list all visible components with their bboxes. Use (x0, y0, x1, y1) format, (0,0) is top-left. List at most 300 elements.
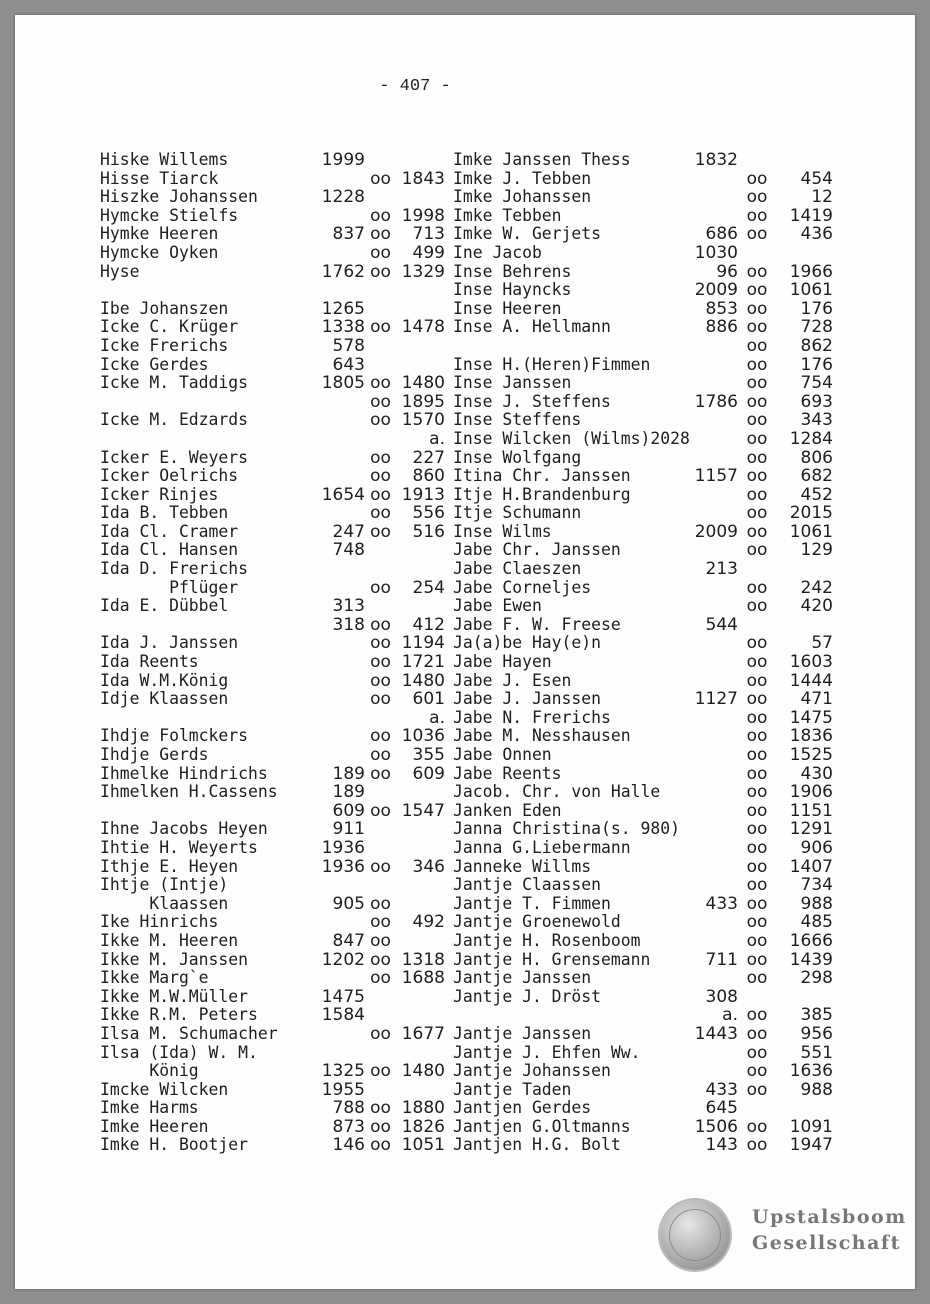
entry-name: Imke Harms (100, 1098, 199, 1118)
register-entry (100, 672, 470, 691)
logo-line-2: Gesellschaft (752, 1232, 901, 1254)
register-entry (100, 188, 470, 207)
entry-number: 318 (332, 614, 365, 635)
entry-name: Imke Heeren (100, 1116, 209, 1136)
entry-name: Ihne Jacobs Heyen (100, 819, 268, 839)
entry-name: Icker Oelrichs (100, 466, 239, 486)
entry-reference: 1636 (789, 1061, 833, 1082)
register-entry (100, 207, 470, 226)
marriage-symbol: oo (746, 800, 768, 821)
entry-reference: 754 (800, 373, 833, 394)
entry-number: 2009 (694, 521, 738, 542)
register-entry (100, 820, 470, 839)
entry-name: Ida Cl. Hansen (100, 540, 239, 560)
register-entry (100, 765, 470, 784)
register-entry (100, 467, 470, 486)
register-entry (453, 317, 833, 338)
register-entry (100, 1099, 470, 1118)
entry-name: Inse H.(Heren)Fimmen (453, 354, 651, 374)
register-entry (453, 670, 833, 691)
entry-reference: 1194 (401, 633, 445, 654)
right-column (453, 150, 833, 1156)
marriage-symbol: oo (370, 205, 391, 226)
entry-reference: 227 (412, 447, 445, 468)
entry-name: Pflüger (100, 577, 239, 597)
entry-reference: 1570 (401, 410, 445, 431)
marriage-symbol: oo (746, 261, 768, 282)
entry-name: Ikke M.W.Müller (100, 986, 249, 1006)
entry-name: Ilsa M. Schumacher (100, 1023, 278, 1043)
entry-name: Imke J. Tebben (453, 168, 592, 188)
entry-reference: 1966 (789, 261, 833, 282)
entry-number: 905 (332, 893, 365, 914)
entry-reference: 57 (811, 633, 833, 654)
entry-name: Ike Hinrichs (100, 912, 219, 932)
entry-name: Imcke Wilcken (100, 1079, 229, 1099)
register-entry (453, 652, 833, 673)
entry-number: 146 (332, 1135, 365, 1156)
entry-number: 1936 (321, 837, 365, 858)
marriage-symbol: oo (746, 893, 768, 914)
entry-name: Jantje Taden (453, 1079, 572, 1099)
entry-reference: 176 (800, 298, 833, 319)
marriage-symbol: oo (746, 856, 768, 877)
register-entry (100, 690, 470, 709)
marriage-symbol: oo (746, 1042, 768, 1063)
marriage-symbol: oo (370, 800, 391, 821)
entry-number: 1999 (321, 150, 365, 170)
entry-reference: 1051 (401, 1135, 445, 1156)
entry-number: 433 (705, 893, 738, 914)
entry-number: 1955 (321, 1079, 365, 1100)
entry-reference: 1547 (401, 800, 445, 821)
register-entry (453, 837, 833, 858)
register-entry (100, 802, 470, 821)
entry-reference: a. (429, 707, 445, 728)
entry-reference: 2015 (789, 503, 833, 524)
entry-name: Jantje Janssen (453, 968, 592, 988)
entry-reference: 343 (800, 410, 833, 431)
entry-number: 143 (705, 1135, 738, 1156)
entry-number: 837 (332, 224, 365, 245)
entry-number: 1584 (321, 1005, 365, 1026)
marriage-symbol: oo (746, 1005, 768, 1026)
entry-number: 1127 (694, 689, 738, 710)
entry-name: Inse Janssen (453, 373, 572, 393)
register-entry (100, 839, 470, 858)
entry-name: Inse Wolfgang (453, 447, 582, 467)
entry-reference: 988 (800, 893, 833, 914)
entry-number: 847 (332, 930, 365, 951)
marriage-symbol: oo (370, 168, 391, 189)
register-entry (100, 858, 470, 877)
register-entry (453, 988, 823, 1007)
register-entry (100, 709, 470, 728)
marriage-symbol: oo (370, 633, 391, 654)
entry-name: Jantje J. Dröst (453, 986, 602, 1006)
marriage-symbol: oo (370, 614, 391, 635)
entry-reference: 556 (412, 503, 445, 524)
entry-reference: 1480 (401, 373, 445, 394)
entry-reference: 385 (800, 1005, 833, 1026)
register-entry (100, 653, 470, 672)
marriage-symbol: oo (746, 224, 768, 245)
entry-reference: 1688 (401, 968, 445, 989)
entry-name: Jabe J. Janssen (453, 689, 602, 709)
entry-reference: 452 (800, 484, 833, 505)
entry-reference: 1721 (401, 652, 445, 673)
entry-reference: 609 (412, 763, 445, 784)
marriage-symbol: oo (370, 763, 391, 784)
entry-name: Inse Wilms (453, 521, 552, 541)
entry-reference: 420 (800, 596, 833, 617)
marriage-symbol: oo (370, 1061, 391, 1082)
register-entry (453, 466, 833, 487)
register-entry (453, 616, 823, 635)
marriage-symbol: oo (746, 1023, 768, 1044)
marriage-symbol: oo (370, 224, 391, 245)
marriage-symbol: oo (370, 317, 391, 338)
entry-reference: 1151 (789, 800, 833, 821)
entry-reference: 412 (412, 614, 445, 635)
register-entry (453, 428, 833, 449)
register-entry (453, 949, 833, 970)
register-entry (453, 151, 823, 170)
entry-number: 1338 (321, 317, 365, 338)
entry-name: Jantjen Gerdes (453, 1098, 592, 1118)
entry-reference: 430 (800, 763, 833, 784)
entry-number: 189 (332, 782, 365, 803)
entry-number: 1762 (321, 261, 365, 282)
entry-reference: 1895 (401, 391, 445, 412)
register-entry (100, 374, 470, 393)
marriage-symbol: oo (370, 503, 391, 524)
entry-reference: 499 (412, 242, 445, 263)
entry-name: Itina Chr. Janssen (453, 466, 631, 486)
entry-number: 1475 (321, 986, 365, 1007)
register-entry (453, 224, 833, 245)
entry-name: Jabe Ewen (453, 596, 542, 616)
entry-reference: 454 (800, 168, 833, 189)
register-entry (453, 244, 823, 263)
entry-reference: 906 (800, 837, 833, 858)
entry-name: Icke Frerichs (100, 335, 229, 355)
marriage-symbol: oo (746, 689, 768, 710)
register-entry (100, 1062, 470, 1081)
document-page (15, 15, 915, 1289)
register-entry (453, 875, 833, 896)
entry-name: Inse Steffens (453, 410, 582, 430)
entry-name: Imke Johanssen (453, 187, 592, 207)
entry-reference: 1826 (401, 1116, 445, 1137)
entry-reference: 1036 (401, 726, 445, 747)
register-entry (453, 707, 833, 728)
register-entry (453, 373, 833, 394)
register-entry (100, 244, 470, 263)
left-column (100, 151, 470, 1155)
register-entry (453, 1116, 833, 1137)
entry-reference: 346 (412, 856, 445, 877)
entry-reference: 1525 (789, 745, 833, 765)
register-entry (100, 486, 470, 505)
register-entry (100, 932, 470, 951)
register-entry (100, 951, 470, 970)
entry-name: Ida J. Janssen (100, 633, 239, 653)
marriage-symbol: oo (370, 1098, 391, 1119)
register-entry (100, 300, 470, 319)
entry-name: Ihdje Folmckers (100, 726, 249, 746)
marriage-symbol: oo (370, 466, 391, 487)
register-entry (100, 281, 470, 300)
marriage-symbol: oo (746, 521, 768, 542)
entry-name: Icke Gerdes (100, 354, 209, 374)
marriage-symbol: oo (370, 745, 391, 765)
entry-number: a. (722, 1005, 738, 1026)
register-entry (100, 523, 470, 542)
entry-number: 1157 (694, 466, 738, 487)
register-entry (453, 800, 833, 821)
marriage-symbol: oo (746, 280, 768, 301)
marriage-symbol: oo (746, 410, 768, 431)
entry-name: Jantjen G.Oltmanns (453, 1116, 631, 1136)
marriage-symbol: oo (370, 410, 391, 431)
entry-reference: 1061 (789, 280, 833, 301)
entry-number: 645 (705, 1098, 738, 1119)
marriage-symbol: oo (746, 726, 768, 747)
entry-number: 1936 (321, 856, 365, 877)
marriage-symbol: oo (746, 968, 768, 989)
marriage-symbol: oo (746, 205, 768, 226)
register-entry (453, 560, 823, 579)
marriage-symbol: oo (746, 484, 768, 505)
entry-name: Icker Rinjes (100, 484, 219, 504)
entry-number: 1202 (321, 949, 365, 970)
entry-name: Inse Wilcken (Wilms)2028 (453, 428, 690, 448)
entry-reference: 601 (412, 689, 445, 710)
marriage-symbol: oo (370, 1135, 391, 1156)
marriage-symbol: oo (746, 819, 768, 840)
entry-number: 873 (332, 1116, 365, 1137)
entry-name: Jantje H. Rosenboom (453, 930, 641, 950)
entry-name: Ida W.M.König (100, 670, 229, 690)
page-number: - 407 - (379, 77, 451, 96)
marriage-symbol: oo (370, 521, 391, 542)
register-entry (100, 727, 470, 746)
entry-name: Inse Behrens (453, 261, 572, 281)
entry-number: 1443 (694, 1023, 738, 1044)
register-entry (453, 503, 833, 524)
entry-reference: 1478 (401, 317, 445, 338)
register-entry (100, 337, 470, 356)
entry-name: Jantjen H.G. Bolt (453, 1135, 621, 1155)
entry-name: Janneke Willms (453, 856, 592, 876)
entry-reference: 1284 (789, 428, 833, 449)
entry-reference: 485 (800, 912, 833, 933)
register-entry (453, 205, 833, 226)
entry-name: Hymke Heeren (100, 224, 219, 244)
entry-number: 1228 (321, 187, 365, 208)
entry-reference: 254 (412, 577, 445, 598)
register-entry (100, 225, 470, 244)
entry-reference: 682 (800, 466, 833, 487)
entry-reference: 1906 (789, 782, 833, 803)
entry-name: Ihmelken H.Cassens (100, 782, 278, 802)
marriage-symbol: oo (370, 930, 391, 951)
entry-reference: 806 (800, 447, 833, 468)
register-entry (453, 726, 833, 747)
entry-reference: 1843 (401, 168, 445, 189)
register-entry (100, 1044, 470, 1063)
register-entry (453, 856, 833, 877)
marriage-symbol: oo (746, 707, 768, 728)
marriage-symbol: oo (370, 726, 391, 747)
marriage-symbol: oo (370, 968, 391, 989)
entry-reference: 242 (800, 577, 833, 598)
entry-reference: 1603 (789, 652, 833, 673)
entry-reference: 1666 (789, 930, 833, 951)
marriage-symbol: oo (746, 652, 768, 673)
entry-reference: 1880 (401, 1098, 445, 1119)
marriage-symbol: oo (370, 447, 391, 468)
entry-number: 643 (332, 354, 365, 375)
entry-number: 2009 (694, 280, 738, 301)
marriage-symbol: oo (746, 428, 768, 449)
entry-name: Ida D. Frerichs (100, 559, 249, 579)
marriage-symbol: oo (746, 633, 768, 654)
seal-icon (660, 1200, 730, 1270)
entry-reference: 956 (800, 1023, 833, 1044)
register-entry (100, 988, 470, 1007)
entry-reference: 1677 (401, 1023, 445, 1044)
entry-name: Icke M. Edzards (100, 410, 249, 430)
marriage-symbol: oo (370, 1116, 391, 1137)
marriage-symbol: oo (370, 856, 391, 877)
marriage-symbol: oo (746, 875, 768, 896)
entry-name: Icke M. Taddigs (100, 373, 249, 393)
entry-name: Ihdje Gerds (100, 745, 209, 764)
entry-number: 911 (332, 819, 365, 840)
register-entry (453, 280, 833, 301)
society-logo (660, 1200, 907, 1280)
register-entry (453, 521, 833, 542)
entry-name: Jantje J. Ehfen Ww. (453, 1042, 641, 1062)
marriage-symbol: oo (370, 577, 391, 598)
entry-name: Ilsa (Ida) W. M. (100, 1042, 258, 1062)
entry-number: 1265 (321, 298, 365, 319)
entry-name: Icke C. Krüger (100, 317, 239, 337)
entry-name: Janken Eden (453, 800, 562, 820)
register-entry (100, 579, 470, 598)
register-entry (453, 763, 833, 784)
entry-name: Jantje H. Grensemann (453, 949, 651, 969)
entry-name: Hymcke Stielfs (100, 205, 239, 225)
entry-name: Ihtje (Intje) (100, 875, 229, 895)
entry-number: 213 (705, 559, 738, 580)
entry-name: Hymcke Oyken (100, 242, 219, 262)
marriage-symbol: oo (746, 1116, 768, 1137)
entry-number: 853 (705, 298, 738, 319)
entry-reference: 1329 (401, 261, 445, 282)
entry-name: Jantje Johanssen (453, 1061, 611, 1081)
register-entry (453, 596, 833, 617)
entry-name: Ikke R.M. Peters (100, 1005, 258, 1025)
entry-name: Inse Heeren (453, 298, 562, 318)
entry-reference: 713 (412, 224, 445, 245)
marriage-symbol: oo (746, 782, 768, 803)
entry-name: Ihmelke Hindrichs (100, 763, 268, 783)
marriage-symbol: oo (746, 354, 768, 375)
logo-line-1: Upstalsboom (752, 1206, 907, 1228)
register-entry (453, 1005, 833, 1026)
entry-reference: 988 (800, 1079, 833, 1100)
register-entry (100, 895, 470, 914)
entry-reference: 471 (800, 689, 833, 710)
marriage-symbol: oo (370, 373, 391, 394)
marriage-symbol: oo (746, 670, 768, 691)
entry-name: Ja(a)be Hay(e)n (453, 633, 602, 653)
entry-name: Itje H.Brandenburg (453, 484, 631, 504)
register-entry (100, 616, 470, 635)
register-entry (453, 354, 833, 375)
marriage-symbol: oo (746, 317, 768, 338)
entry-name: Jabe Reents (453, 763, 562, 783)
register-entry (100, 1118, 470, 1137)
register-entry (100, 151, 470, 170)
entry-name: Jacob. Chr. von Halle (453, 782, 661, 802)
entry-number: 433 (705, 1079, 738, 1100)
marriage-symbol: oo (370, 949, 391, 970)
entry-reference: 1947 (789, 1135, 833, 1156)
register-entry (453, 633, 833, 654)
entry-name: Klaassen (100, 893, 229, 913)
entry-name: Imke H. Bootjer (100, 1135, 249, 1155)
entry-reference: 298 (800, 968, 833, 989)
marriage-symbol: oo (746, 466, 768, 487)
register-entry (100, 969, 470, 988)
marriage-symbol: oo (746, 298, 768, 319)
register-entry (100, 318, 470, 337)
register-entry (100, 913, 470, 932)
marriage-symbol: oo (370, 261, 391, 282)
marriage-symbol: oo (746, 837, 768, 858)
entry-name: Hisse Tiarck (100, 168, 219, 188)
marriage-symbol: oo (746, 447, 768, 468)
entry-reference: 1091 (789, 1116, 833, 1137)
marriage-symbol: oo (746, 596, 768, 617)
marriage-symbol: oo (746, 1135, 768, 1156)
entry-name: Jabe J. Esen (453, 670, 572, 690)
entry-number: 711 (705, 949, 738, 970)
register-entry (100, 170, 470, 189)
marriage-symbol: oo (746, 503, 768, 524)
entry-number: 1030 (694, 242, 738, 263)
entry-number: 886 (705, 317, 738, 338)
register-entry (453, 968, 833, 989)
register-entry (100, 504, 470, 523)
entry-number: 1832 (694, 150, 738, 170)
marriage-symbol: oo (746, 187, 768, 208)
register-entry (453, 335, 833, 356)
entry-name: Inse Hayncks (453, 280, 572, 300)
entry-number: 313 (332, 596, 365, 617)
marriage-symbol: oo (746, 391, 768, 412)
marriage-symbol: oo (746, 373, 768, 394)
register-entry (100, 449, 470, 468)
entry-number: 1506 (694, 1116, 738, 1137)
marriage-symbol: oo (370, 652, 391, 673)
entry-number: 96 (716, 261, 738, 282)
register-entry (100, 876, 470, 895)
